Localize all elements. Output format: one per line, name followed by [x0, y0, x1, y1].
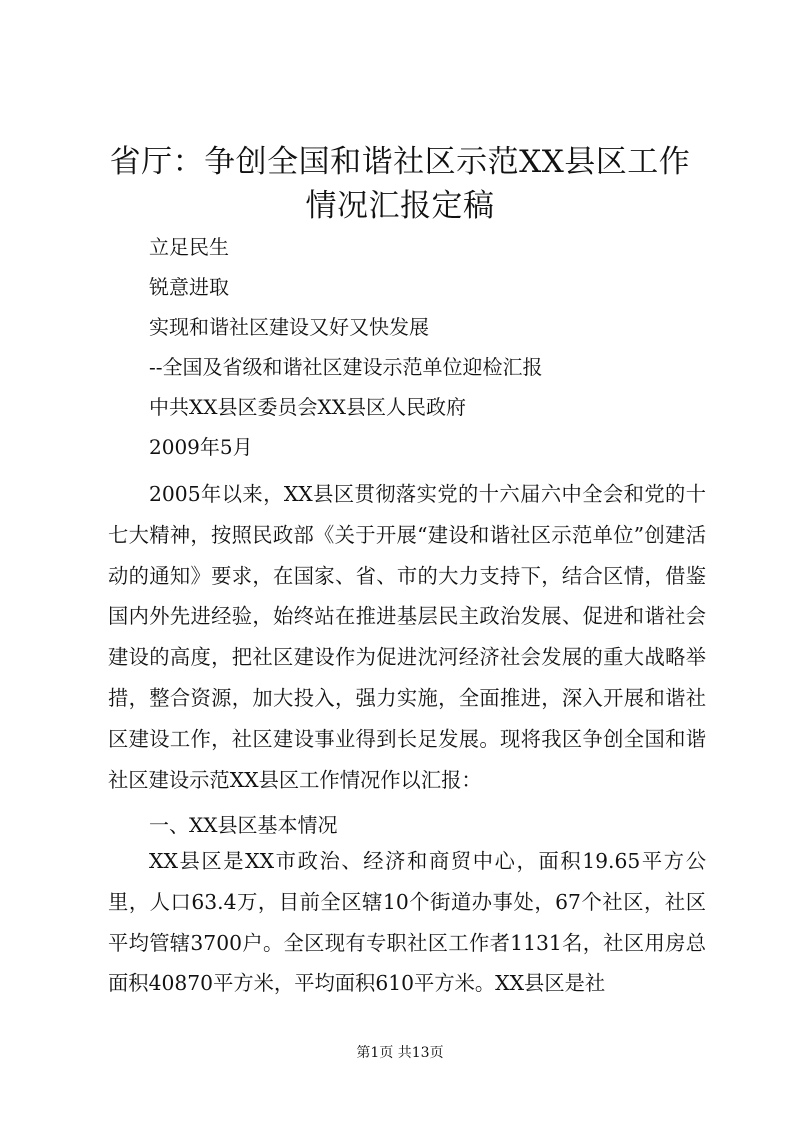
paragraph-basic-info: XX县区是XX市政治、经济和商贸中心，面积19.65平方公里，人口63.4万，目前全区辖10个街道办事处，67个社区，社区平均管辖3700户。全区现有专职社区工作者1131名，社区用房总面积40870平方米，平均面积610平方米。XX县区是社: [108, 849, 706, 996]
paragraph-intro: 2005年以来，XX县区贯彻落实党的十六届六中全会和党的十七大精神，按照民政部《关于开展“建设和谐社区示范单位”创建活动的通知》要求，在国家、省、市的大力支持下，结合区情，借鉴国内外先进经验，始终站在推进基层民主政治发展、促进和谐社会建设的高度，把社区建设作为促进沈河经济社会发展的重大战略举措，整合资源，加大投入，强力实施，全面推进，深入开展和谐社区建设工作，社区建设事业得到长足发展。现将我区争创全国和谐社区建设示范XX县区工作情况作以汇报：: [108, 482, 706, 792]
subtitle-line-5: 中共XX县区委员会XX县区人民政府: [149, 395, 466, 419]
document-title: 省厅：争创全国和谐社区示范XX县区工作情况汇报定稿: [109, 144, 691, 224]
subtitle-line-1: 立足民生: [149, 235, 229, 259]
section-heading: 一、XX县区基本情况: [149, 813, 338, 837]
date-line: 2009年5月: [149, 435, 253, 459]
page-number: 第1页 共13页: [356, 1045, 444, 1061]
subtitle-line-2: 锐意进取: [149, 275, 229, 299]
subtitle-line-4: --全国及省级和谐社区建设示范单位迎检汇报: [149, 355, 543, 379]
subtitle-line-3: 实现和谐社区建设又好又快发展: [149, 315, 429, 339]
